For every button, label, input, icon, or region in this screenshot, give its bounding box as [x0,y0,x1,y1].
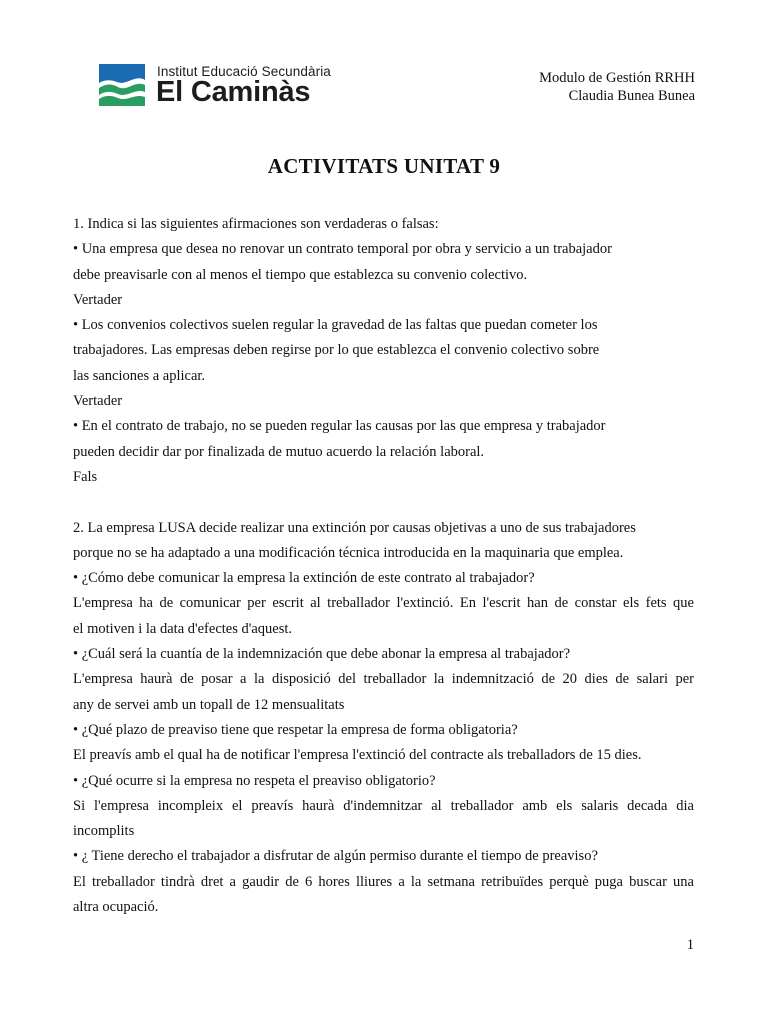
logo-small-text: Institut Educació Secundària [157,64,331,79]
question-2-prompt-line-1: 2. La empresa LUSA decide realizar una extinción por causas objetivas a uno de sus trabajadores [73,519,636,536]
page-number: 1 [686,937,694,953]
subanswer-1-line-1: L'empresa ha de comunicar per escrit al treballador l'extinció. En l'escrit han de constar els fets que [73,595,694,612]
statement-1-line-1: • Una empresa que desea no renovar un contrato temporal por obra y servicio a un trabajador [73,241,612,258]
subanswer-2-line-1: L'empresa haurà de posar a la disposició del treballador la indemnització de 20 dies de salari per [73,671,694,688]
statement-3-line-2: pueden decidir dar por finalizada de mutuo acuerdo la relación laboral. [73,443,485,460]
subanswer-4-line-2: incomplits [73,823,135,840]
subquestion-4: • ¿Qué ocurre si la empresa no respeta el preaviso obligatorio? [73,772,436,789]
paragraph-gap [73,490,694,515]
subanswer-5-line-2: altra ocupació. [73,899,159,916]
module-name: Modulo de Gestión RRHH [539,70,695,86]
statement-2-line-3: las sanciones a aplicar. [73,367,206,384]
subanswer-5-line-1: El treballador tindrà dret a gaudir de 6 hores lliures a la setmana retribuïdes perquè puga buscar una [73,873,694,890]
subanswer-1-line-2: el motiven i la data d'efectes d'aquest. [73,620,293,637]
statement-1-line-2: debe preavisarle con al menos el tiempo que establezca su convenio colectivo. [73,266,528,283]
answer-3: Fals [73,468,98,485]
subquestion-2: • ¿Cuál será la cuantía de la indemnización que debe abonar la empresa al trabajador? [73,646,571,663]
question-2-prompt-line-2: porque no se ha adaptado a una modificación técnica introducida en la maquinaria que emplea. [73,544,624,561]
logo-big-text: El Caminàs [156,76,311,108]
question-1-prompt: 1. Indica si las siguientes afirmaciones son verdaderas o falsas: [73,216,439,232]
answer-1: Vertader [73,291,123,308]
statement-2-line-1: • Los convenios colectivos suelen regular la gravedad de las faltas que puedan cometer los [73,317,598,334]
answer-2: Vertader [73,393,123,410]
header-info [539,69,695,105]
subquestion-3: • ¿Qué plazo de preaviso tiene que respetar la empresa de forma obligatoria? [73,721,518,738]
statement-2-line-2: trabajadores. Las empresas deben regirse por lo que establezca el convenio colectivo sobre [73,342,600,359]
subanswer-2-line-2: any de servei amb un topall de 12 mensualitats [73,696,345,713]
document-body [73,212,694,920]
waves-logo-icon [99,64,145,106]
subquestion-5: • ¿ Tiene derecho el trabajador a disfrutar de algún permiso durante el tiempo de preaviso? [73,848,598,865]
subanswer-4-line-1: Si l'empresa incompleix el preavís haurà d'indemnitzar al treballador amb els salaris decada dia [73,797,694,814]
statement-3-line-1: • En el contrato de trabajo, no se pueden regular las causas por las que empresa y trabajador [73,418,606,435]
author-name: Claudia Bunea Bunea [568,88,695,104]
subanswer-3-line-1: El preavís amb el qual ha de notificar l'empresa l'extinció del contracte als treballadors de 15 dies. [73,747,642,764]
subquestion-1: • ¿Cómo debe comunicar la empresa la extinción de este contrato al trabajador? [73,570,535,587]
school-logo [99,64,331,108]
page-title: ACTIVITATS UNITAT 9 [267,154,501,178]
